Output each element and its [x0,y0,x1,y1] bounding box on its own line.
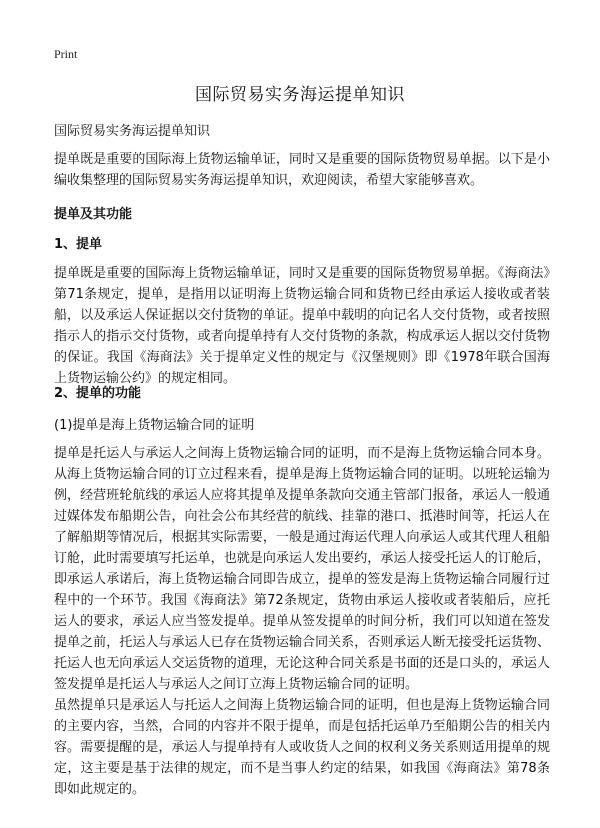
contract-evidence-paragraph: 提单是托运人与承运人之间海上货物运输合同的证明，而不是海上货物运输合同本身。从海上货物运输合同的订立过程来看，提单是海上货物运输合同的证明。以班轮运输为例，经营班轮航线的承运人应将其提单及提单条款向交通主管部门报备，承运人一般通过媒体发布船期公告，向社会公布其经营的航线、挂靠的港口、抵港时间等，托运人在了解船期等情况后，根据其实际需要，一般是通过海运代理人向承运人或其代理人租船订舱，此时需要填写托运单，也就是向承运人发出要约，承运人接受托运人的订舱后，即承运人承诺后，海上货物运输合同即告成立，提单的签发是海上货物运输合同履行过程中的一个环节。我国《海商法》第72条规定，货物由承运人接收或者装船后，应托运人的要求，承运人应当签发提单。提单从签发提单的时间分析，我们可以知道在签发提单之前，托运人与承运人已存在货物运输合同关系，否则承运人断无接受托运货物、托运人也无向承运人交运货物的道理，无论这种合同关系是书面的还是口头的，承运人签发提单是托运人与承运人之间订立海上货物运输合同的证明。 [54,446,550,692]
contract-content-paragraph: 虽然提单只是承运人与托运人之间海上货物运输合同的证明，但也是海上货物运输合同的主要内容，当然，合同的内容并不限于提单，而是包括托运单乃至船期公告的相关内容。需要提醒的是，承运人与提单持有人或收货人之间的权利义务关系则适用提单的规定，这主要是基于法律的规定，而不是当事人约定的结果，如我国《海商法》第78条即如此规定的。 [54,698,550,797]
section-heading: 提单及其功能 [54,207,133,222]
bill-definition-paragraph: 提单既是重要的国际海上货物运输单证，同时又是重要的国际货物贸易单据。《海商法》第71条规定，提单，是指用以证明海上货物运输合同和货物已经由承运人接收或者装船，以及承运人保证据以交付货物的单证。提单中载明的向记名人交付货物，或者按照指示人的指示交付货物，或者向提单持有人交付货物的条款，构成承运人据以交付货物的保证。我国《海商法》关于提单定义性的规定与《汉堡规则》即《1978年联合国海上货物运输公约》的规定相同。 [54,266,550,386]
print-link[interactable]: Print [54,47,78,61]
intro-paragraph: 提单既是重要的国际海上货物运输单证，同时又是重要的国际货物贸易单据。以下是小编收集整理的国际贸易实务海运提单知识，欢迎阅读，希望大家能够喜欢。 [54,152,550,188]
subsection-heading-functions: 2、提单的功能 [54,386,142,401]
page-title: 国际贸易实务海运提单知识 [195,85,405,105]
function-point-heading: (1)提单是海上货物运输合同的证明 [54,418,255,433]
subsection-heading-bill: 1、提单 [54,237,103,252]
document-subtitle: 国际贸易实务海运提单知识 [54,124,211,139]
